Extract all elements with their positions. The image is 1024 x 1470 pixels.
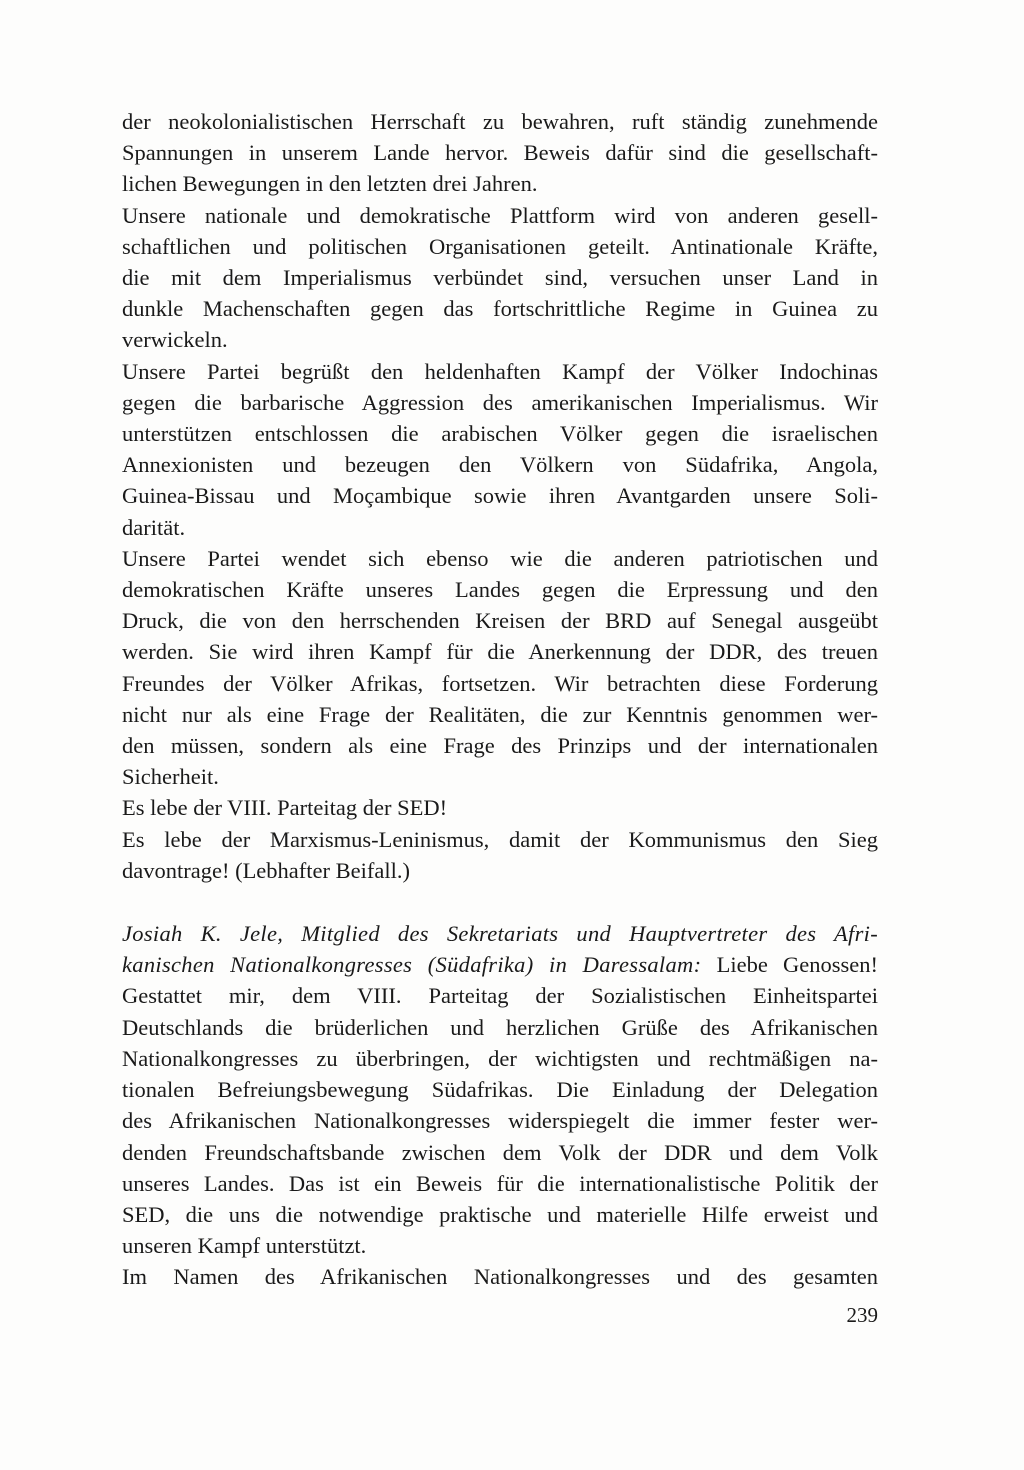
text-line: Druck, die von den herrschenden Kreisen der BRD auf Senegal ausgeübt <box>122 608 878 634</box>
text-line: die mit dem Imperialismus verbündet sind, versuchen unser Land in <box>122 265 878 291</box>
text-line: gegen die barbarische Aggression des amerikanischen Imperialismus. Wir <box>122 389 878 415</box>
text-line: darität. <box>122 514 186 540</box>
speaker-paragraph <box>122 918 878 1261</box>
text-line: unseren Kampf unterstützt. <box>122 1233 367 1259</box>
text-line: verwickeln. <box>122 327 228 353</box>
paragraph-3 <box>122 356 878 543</box>
text-line: unseres Landes. Das ist ein Beweis für die internationalistische Politik der <box>122 1170 878 1196</box>
text-line: SED, die uns die notwendige praktische und materielle Hilfe erweist und <box>122 1201 878 1227</box>
speaker-attribution-line: Josiah K. Jele, Mitglied des Sekretariats und Hauptvertreter des Afri- <box>122 921 878 947</box>
text-line: unterstützen entschlossen die arabischen Völker gegen die israelischen <box>122 421 878 447</box>
text-line: Spannungen in unserem Lande hervor. Beweis dafür sind die gesellschaft- <box>122 140 878 166</box>
text-line: Es lebe der VIII. Parteitag der SED! <box>122 795 448 821</box>
speaker-attribution: kanischen Nationalkongresses (Südafrika) in Daressalam: <box>122 952 702 978</box>
text-line: werden. Sie wird ihren Kampf für die Anerkennung der DDR, des treuen <box>122 639 878 665</box>
text-line: Freundes der Völker Afrikas, fortsetzen. Wir betrachten diese Forderung <box>122 670 878 696</box>
text-line-inner: Unsere nationale und demokratische Plattform wird von anderen gesell- <box>122 202 878 228</box>
body-text <box>122 106 878 1293</box>
text-line: davontrage! (Lebhafter Beifall.) <box>122 857 410 883</box>
text-line: Es lebe der Marxismus-Leninismus, damit der Kommunismus den Sieg <box>122 826 878 852</box>
text-line: tionalen Befreiungsbewegung Südafrikas. Die Einladung der Delegation <box>122 1077 878 1103</box>
paragraph-6 <box>122 824 878 886</box>
text-line: Deutschlands die brüderlichen und herzlichen Grüße des Afrikanischen <box>122 1014 878 1040</box>
text-line: schaftlichen und politischen Organisationen geteilt. Antinationale Kräfte, <box>122 233 878 259</box>
text-line: der neokolonialistischen Herrschaft zu bewahren, ruft ständig zunehmende <box>122 109 878 134</box>
text-line <box>122 949 878 980</box>
text-line: Nationalkongresses zu überbringen, der wichtigsten und rechtmäßigen na- <box>122 1045 878 1071</box>
speaker-greeting: Liebe Genossen! <box>701 952 878 978</box>
paragraph-5 <box>122 792 878 823</box>
text-line: Gestattet mir, dem VIII. Parteitag der Sozialistischen Einheitspartei <box>122 983 878 1009</box>
text-line: dunkle Machenschaften gegen das fortschrittliche Regime in Guinea zu <box>122 296 878 322</box>
text-line: Sicherheit. <box>122 764 219 790</box>
paragraph-2 <box>122 200 878 356</box>
text-line: Guinea-Bissau und Moçambique sowie ihren Avantgarden unsere Soli- <box>122 483 878 509</box>
text-line: nicht nur als eine Frage der Realitäten, die zur Kenntnis genommen wer- <box>122 701 878 727</box>
text-line: demokratischen Kräfte unseres Landes gegen die Erpressung und den <box>122 577 878 603</box>
text-line: Annexionisten und bezeugen den Völkern von Südafrika, Angola, <box>122 452 878 478</box>
paragraph-1 <box>122 106 878 200</box>
paragraph-4 <box>122 543 878 793</box>
text-line: Unsere Partei wendet sich ebenso wie die anderen patriotischen und <box>122 545 878 571</box>
text-line <box>122 200 878 231</box>
page-number: 239 <box>846 1303 878 1327</box>
text-line: Unsere Partei begrüßt den heldenhaften Kampf der Völker Indochinas <box>122 358 878 384</box>
text-line: Im Namen des Afrikanischen Nationalkongresses und des gesamten <box>122 1264 878 1290</box>
text-line: lichen Bewegungen in den letzten drei Jahren. <box>122 171 538 197</box>
section-gap <box>122 886 878 918</box>
text-line: denden Freundschaftsbande zwischen dem Volk der DDR und dem Volk <box>122 1139 878 1165</box>
text-line: den müssen, sondern als eine Frage des Prinzips und der internationalen <box>122 733 878 759</box>
paragraph-final <box>122 1261 878 1292</box>
text-line: des Afrikanischen Nationalkongresses widerspiegelt die immer fester wer- <box>122 1108 878 1134</box>
